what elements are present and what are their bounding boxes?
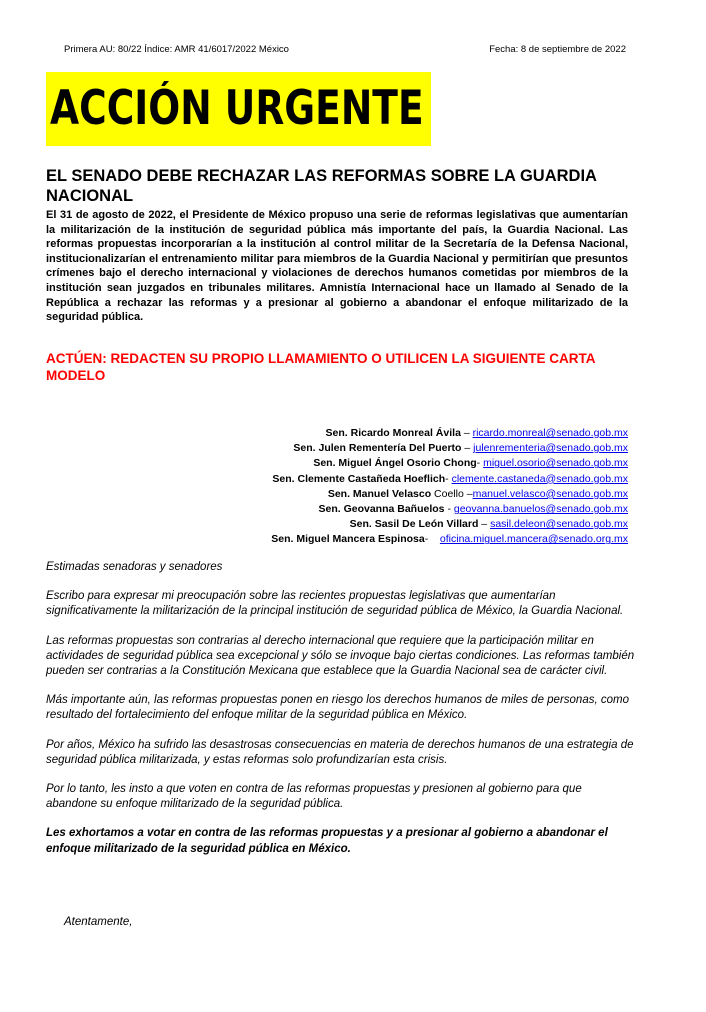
contact-row <box>68 441 628 456</box>
contact-row <box>68 502 628 517</box>
page-title: EL SENADO DEBE RECHAZAR LAS REFORMAS SOBRE LA GUARDIA NACIONAL <box>46 167 597 205</box>
intro-paragraph: El 31 de agosto de 2022, el Presidente de México propuso una serie de reformas legislativas que aumentarían la militarización de la institución de seguridad pública más importante del país, la Guardia Nacional. Las reformas propuestas incorporarían a la institución al control militar de la Secretaría de la Defensa Nacional, institucionalizarían el entrenamiento militar para miembros de la Guardia Nacional y permitirían que presuntos crímenes bajo el derecho internacional y violaciones de derechos humanos cometidas por miembros de la institución sean juzgados en tribunales militares. Amnistía Internacional hace un llamado al Senado de la República a rechazar las reformas y a presionar al gobierno a abandonar el enfoque militarizado de la seguridad pública. <box>46 209 628 324</box>
contact-row <box>68 472 628 487</box>
senator-name: Sen. Miguel Ángel Osorio Chong <box>313 457 477 470</box>
senator-name: Sen. Miguel Mancera Espinosa <box>271 533 425 546</box>
letter-paragraph: Por años, México ha sufrido las desastrosas consecuencias en materia de derechos humanos de una estrategia de seguridad pública militarizada, y estas reformas solo profundizarían esta crisis. <box>46 738 634 766</box>
contact-row <box>68 532 628 547</box>
separator: - <box>476 457 484 470</box>
separator: - <box>424 533 440 546</box>
letter-paragraph: Por lo tanto, les insto a que voten en contra de las reformas propuestas y presionen al gobierno para que abandone su enfoque militarizado de la seguridad pública. <box>46 783 582 811</box>
contact-row <box>68 487 628 502</box>
senator-name: Sen. Ricardo Monreal Ávila <box>325 427 461 439</box>
model-letter <box>46 560 636 871</box>
document-reference: Primera AU: 80/22 Índice: AMR 41/6017/2022 México <box>64 44 289 55</box>
contact-row <box>68 517 628 532</box>
senator-name: Sen. Manuel Velasco <box>327 487 432 500</box>
senator-name: Sen. Geovanna Bañuelos <box>318 503 445 516</box>
letter-closing-demand: Les exhortamos a votar en contra de las reformas propuestas y a presionar al gobierno a abandonar el enfoque militarizado de la seguridad pública en México. <box>46 827 608 855</box>
letter-paragraph: Más importante aún, las reformas propuestas ponen en riesgo los derechos humanos de miles de personas, como resultado del fortalecimiento del enfoque militar de la seguridad pública en México. <box>46 694 629 722</box>
senator-email-link[interactable]: manuel.velasco@senado.gob.mx <box>472 487 628 500</box>
senator-email-link[interactable]: sasil.deleon@senado.gob.mx <box>490 518 628 531</box>
letter-paragraph: Escribo para expresar mi preocupación sobre las recientes propuestas legislativas que aumentarían significativamente la militarización de la principal institución de seguridad pública de México, la Guardia Nacional. <box>46 590 624 618</box>
letter-paragraph: Las reformas propuestas son contrarias al derecho internacional que requiere que la participación militar en actividades de seguridad pública sea excepcional y sólo se invoque bajo ciertas condiciones. Las reformas también pueden ser contrarias a la Constitución Mexicana que establece que la Guardia Nacional sea de carácter civil. <box>46 634 635 678</box>
senator-email-link[interactable]: oficina.miguel.mancera@senado.org.mx <box>439 533 628 546</box>
urgent-action-title: ACCIÓN URGENTE <box>50 81 424 136</box>
letter-signoff: Atentamente, <box>64 916 133 928</box>
separator: - <box>444 503 454 516</box>
contact-row <box>68 426 628 441</box>
separator: – <box>478 518 491 531</box>
senator-email-link[interactable]: clemente.castaneda@senado.gob.mx <box>451 472 628 485</box>
action-heading: ACTÚEN: REDACTEN SU PROPIO LLAMAMIENTO O UTILICEN LA SIGUIENTE CARTA MODELO <box>46 351 595 383</box>
separator: – <box>460 427 473 439</box>
senator-email-link[interactable]: miguel.osorio@senado.gob.mx <box>483 457 628 470</box>
senator-name: Sen. Clemente Castañeda Hoeflich <box>272 472 446 485</box>
separator: Coello – <box>431 487 473 500</box>
senator-name: Sen. Sasil De León Villard <box>349 518 479 531</box>
separator: – <box>461 442 474 455</box>
senator-email-link[interactable]: geovanna.banuelos@senado.gob.mx <box>453 503 628 516</box>
senator-contact-list <box>68 426 628 548</box>
letter-greeting: Estimadas senadoras y senadores <box>46 561 223 573</box>
document-date: Fecha: 8 de septiembre de 2022 <box>489 44 626 55</box>
senator-email-link[interactable]: ricardo.monreal@senado.gob.mx <box>472 427 628 439</box>
contact-row <box>68 456 628 471</box>
separator: - <box>445 472 452 485</box>
senator-email-link[interactable]: julenrementeria@senado.gob.mx <box>473 442 628 455</box>
senator-name: Sen. Julen Rementería Del Puerto <box>293 442 462 455</box>
